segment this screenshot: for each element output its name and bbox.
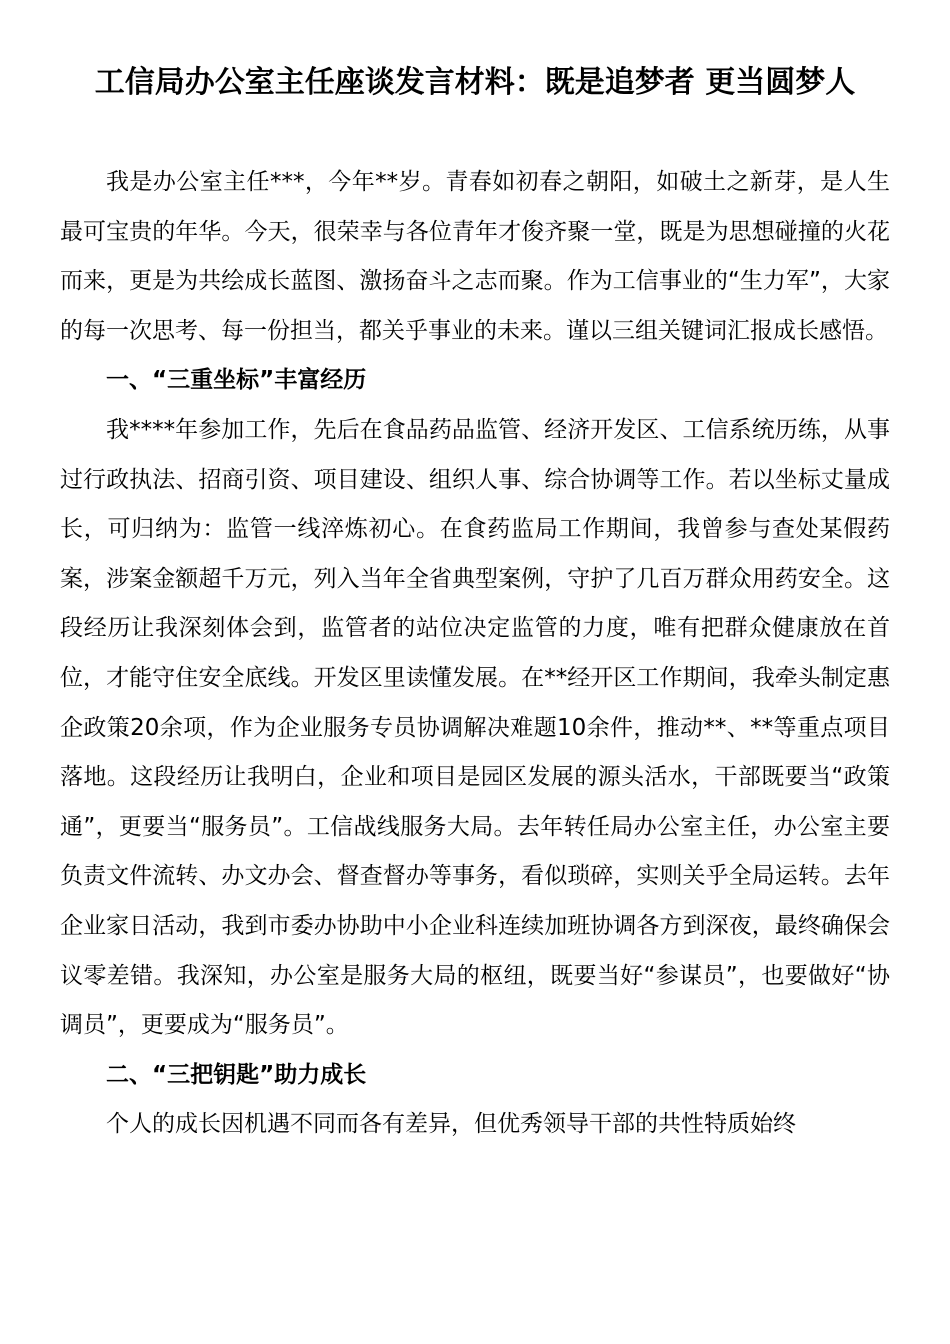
section-heading-2: 二、“三把钥匙”助力成长 bbox=[106, 1061, 367, 1088]
growth-paragraph: 个人的成长因机遇不同而各有差异，但优秀领导干部的共性特质始终 bbox=[106, 1111, 796, 1138]
intro-paragraph: 我是办公室主任***，今年**岁。青春如初春之朝阳，如破土之新芽，是人生最可宝贵的年华。今天，很荣幸与各位青年才俊齐聚一堂，既是为思想碰撞的火花而来，更是为共绘成长蓝图、激扬奋斗之志而聚。作为工信事业的“生力军”，大家的每一次思考、每一份担当，都关乎事业的未来。谨以三组关键词汇报成长感悟。 bbox=[60, 169, 890, 344]
experience-paragraph: 我****年参加工作，先后在食品药品监管、经济开发区、工信系统历练，从事过行政执法、招商引资、项目建设、组织人事、综合协调等工作。若以坐标丈量成长，可归纳为：监管一线淬炼初心。在食药监局工作期间，我曾参与查处某假药案，涉案金额超千万元，列入当年全省典型案例，守护了几百万群众用药安全。这段经历让我深刻体会到，监管者的站位决定监管的力度，唯有把群众健康放在首位，才能守住安全底线。开发区里读懂发展。在**经开区工作期间，我牵头制定惠企政策20余项，作为企业服务专员协调解决难题10余件，推动**、**等重点项目落地。这段经历让我明白，企业和项目是园区发展的源头活水，干部既要当“政策通”，更要当“服务员”。工信战线服务大局。去年转任局办公室主任，办公室主要负责文件流转、办文办会、督查督办等事务，看似琐碎，实则关乎全局运转。去年企业家日活动，我到市委办协助中小企业科连续加班协调各方到深夜，最终确保会议零差错。我深知，办公室是服务大局的枢纽，既要当好“参谋员”，也要做好“协调员”，更要成为“服务员”。 bbox=[60, 416, 890, 1039]
section-heading-1: 一、“三重坐标”丰富经历 bbox=[106, 367, 367, 394]
document-title: 工信局办公室主任座谈发言材料：既是追梦者 更当圆梦人 bbox=[94, 65, 856, 100]
document-body bbox=[60, 158, 890, 1150]
